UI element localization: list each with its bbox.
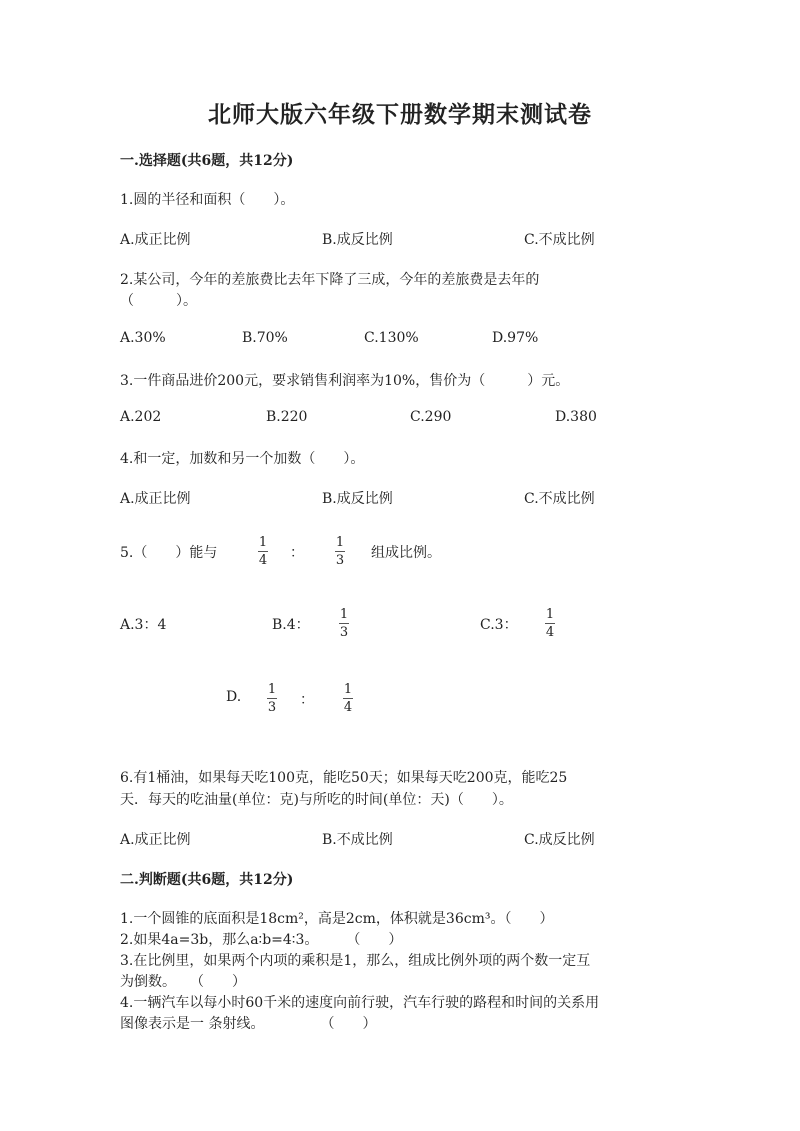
q2-option-c: C.130% — [364, 330, 419, 346]
fraction-numerator: 1 — [267, 682, 277, 697]
q5-option-d-fraction-2 — [343, 682, 353, 715]
section-1-heading: 一.选择题(共6题，共12分) — [120, 153, 294, 169]
judge-item-3-line-1: 3.在比例里，如果两个内项的乘积是1，那么，组成比例外项的两个数一定互 — [120, 953, 591, 969]
fraction-denominator: 3 — [339, 625, 349, 640]
question-2-line-1: 2.某公司，今年的差旅费比去年下降了三成，今年的差旅费是去年的 — [120, 272, 540, 288]
q4-option-c: C.不成比例 — [524, 491, 595, 507]
fraction-numerator: 1 — [258, 535, 268, 550]
page-title: 北师大版六年级下册数学期末测试卷 — [208, 101, 592, 128]
q5-option-b-fraction — [339, 607, 349, 640]
fraction-numerator: 1 — [343, 682, 353, 697]
fraction-denominator: 3 — [267, 700, 277, 715]
fraction-bar — [545, 623, 555, 624]
q6-option-a: A.成正比例 — [120, 832, 191, 848]
question-4: 4.和一定，加数和另一个加数（ ）。 — [120, 451, 365, 467]
fraction-bar — [267, 698, 277, 699]
question-6-line-2: 天．每天的吃油量(单位：克)与所吃的时间(单位：天)（ ）。 — [120, 792, 513, 808]
fraction-numerator: 1 — [339, 607, 349, 622]
fraction-bar — [258, 551, 268, 552]
judge-item-4-line-2: 图像表示是一 条射线。 （ ） — [120, 1016, 377, 1032]
q4-option-b: B.成反比例 — [322, 491, 393, 507]
judge-item-2: 2.如果4a=3b，那么a∶b=4∶3。 （ ） — [120, 932, 403, 948]
question-5-prefix: 5.（ ）能与 — [120, 545, 218, 561]
q3-option-a: A.202 — [120, 409, 162, 425]
q1-option-b: B.成反比例 — [322, 232, 393, 248]
fraction-bar — [339, 623, 349, 624]
q5-option-b-label: B.4： — [272, 617, 310, 633]
question-5-suffix: 组成比例。 — [371, 545, 441, 561]
fraction-bar — [335, 551, 345, 552]
q5-option-a: A.3：4 — [120, 617, 167, 633]
fraction-bar — [343, 698, 353, 699]
q4-option-a: A.成正比例 — [120, 491, 191, 507]
q6-option-c: C.成反比例 — [524, 832, 595, 848]
question-2-line-2: （ ）。 — [120, 293, 197, 309]
question-6-line-1: 6.有1桶油，如果每天吃100克，能吃50天；如果每天吃200克，能吃25 — [120, 770, 568, 786]
fraction-denominator: 4 — [258, 553, 268, 568]
question-1: 1.圆的半径和面积（ ）。 — [120, 192, 295, 208]
q5-option-c-fraction — [545, 607, 555, 640]
q5-option-d-fraction-1 — [267, 682, 277, 715]
q5-fraction-one-quarter — [258, 535, 268, 568]
fraction-numerator: 1 — [335, 535, 345, 550]
fraction-denominator: 4 — [343, 700, 353, 715]
q5-option-d-colon: ： — [300, 692, 314, 708]
judge-item-4-line-1: 4.一辆汽车以每小时60千米的速度向前行驶，汽车行驶的路程和时间的关系用 — [120, 995, 600, 1011]
q3-option-d: D.380 — [555, 409, 597, 425]
section-2-heading: 二.判断题(共6题，共12分) — [120, 872, 294, 888]
q1-option-a: A.成正比例 — [120, 232, 191, 248]
fraction-denominator: 3 — [335, 553, 345, 568]
q2-option-d: D.97% — [492, 330, 539, 346]
q5-colon: ： — [290, 545, 304, 561]
q2-option-a: A.30% — [120, 330, 166, 346]
judge-item-1: 1.一个圆锥的底面积是18cm²，高是2cm，体积就是36cm³。（ ） — [120, 911, 554, 927]
judge-item-3-line-2: 为倒数。 （ ） — [120, 974, 246, 990]
q2-option-b: B.70% — [242, 330, 288, 346]
q6-option-b: B.不成比例 — [322, 832, 393, 848]
q5-option-c-label: C.3： — [480, 617, 518, 633]
question-3: 3.一件商品进价200元，要求销售利润率为10%，售价为（ ）元。 — [120, 373, 570, 389]
fraction-numerator: 1 — [545, 607, 555, 622]
q5-option-d-label: D. — [226, 689, 242, 705]
q5-fraction-one-third — [335, 535, 345, 568]
q3-option-c: C.290 — [410, 409, 452, 425]
fraction-denominator: 4 — [545, 625, 555, 640]
q3-option-b: B.220 — [266, 409, 308, 425]
q1-option-c: C.不成比例 — [524, 232, 595, 248]
